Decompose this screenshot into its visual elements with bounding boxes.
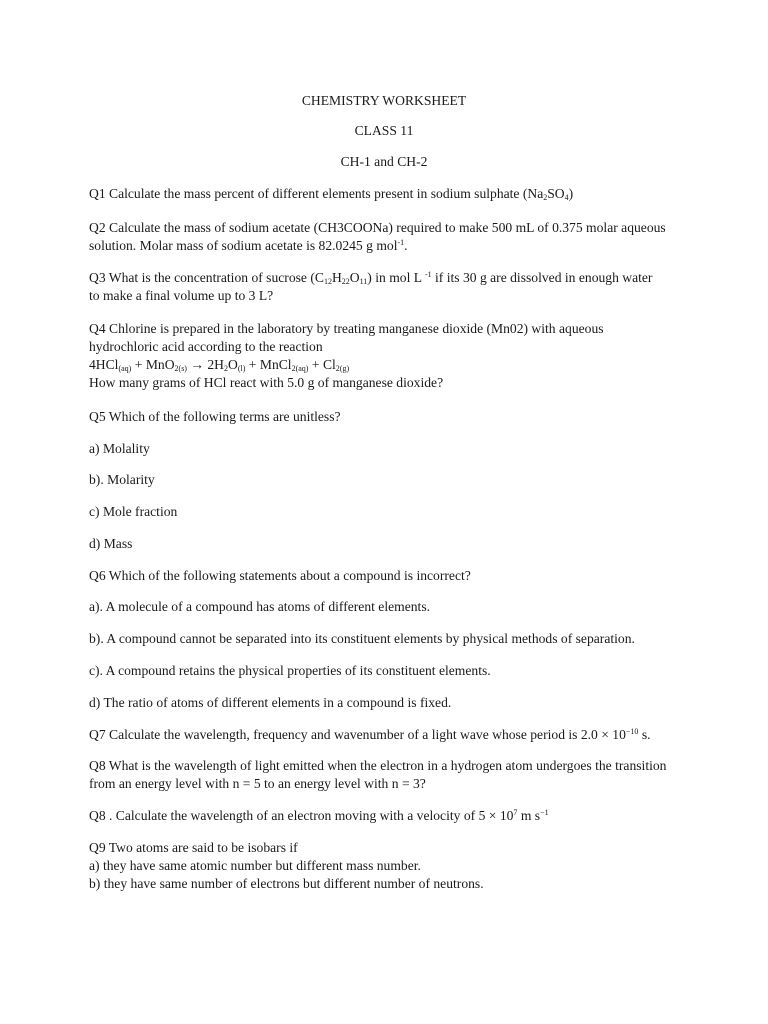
question-line — [89, 503, 177, 521]
question-line — [89, 757, 666, 775]
subscript: 2(s) — [174, 364, 187, 373]
text-run: from an energy level with n = 5 to an energy level with n = 3? — [89, 776, 426, 791]
subscript: 12 — [323, 277, 332, 286]
question-line — [89, 320, 604, 338]
text-run: SO — [547, 186, 565, 201]
text-run: How many grams of HCl react with 5.0 g of manganese dioxide? — [89, 375, 444, 390]
superscript: 7 — [513, 808, 518, 817]
question-line — [89, 598, 430, 616]
text-run: a). A molecule of a compound has atoms of different elements. — [89, 599, 431, 614]
text-run: m s — [517, 808, 541, 823]
text-run: ) — [568, 186, 574, 201]
question-line — [89, 185, 573, 203]
question-line — [89, 374, 443, 392]
text-run: s. — [638, 727, 651, 742]
text-run: b). Molarity — [89, 472, 155, 487]
worksheet-title: CHEMISTRY WORKSHEET — [301, 93, 467, 108]
question-line — [89, 219, 666, 237]
superscript: −1 — [540, 808, 549, 817]
question-line — [89, 662, 491, 680]
question-line — [89, 807, 549, 825]
text-run: hydrochloric acid according to the reaction — [89, 339, 323, 354]
subscript: 2(aq) — [291, 364, 309, 373]
text-run: d) The ratio of atoms of different elements in a compound is fixed. — [89, 695, 452, 710]
text-run: Q1 Calculate the mass percent of different elements present in sodium sulphate (Na — [89, 186, 544, 201]
question-line — [89, 287, 273, 305]
question-line — [89, 356, 349, 374]
question-line — [89, 839, 298, 857]
subscript: 2 — [224, 364, 228, 373]
text-run: b) they have same number of electrons but different number of neutrons. — [89, 876, 484, 891]
text-run: a) Molality — [89, 441, 150, 456]
text-run: b). A compound cannot be separated into its constituent elements by physical methods of separation. — [89, 631, 635, 646]
text-run: if its 30 g are dissolved in enough water — [431, 270, 653, 285]
chapters-label: CH-1 and CH-2 — [340, 154, 428, 169]
question-line — [89, 694, 451, 712]
text-run: → 2H — [186, 357, 224, 372]
question-line — [89, 875, 484, 893]
question-line — [89, 630, 635, 648]
class-label: CLASS 11 — [354, 123, 414, 138]
text-run: + MnCl — [245, 357, 292, 372]
superscript: -1 — [397, 238, 405, 247]
text-run: Q8 . Calculate the wavelength of an electron moving with a velocity of 5 × 10 — [89, 808, 514, 823]
text-run: Q9 Two atoms are said to be isobars if — [89, 840, 298, 855]
text-run: Q2 Calculate the mass of sodium acetate (CH3COONa) required to make 500 mL of 0.375 molar aqueous — [89, 220, 666, 235]
question-line — [89, 775, 426, 793]
text-run: solution. Molar mass of sodium acetate is 82.0245 g mol — [89, 238, 398, 253]
question-line — [89, 408, 341, 426]
subscript: 2 — [543, 193, 548, 202]
question-line — [89, 338, 323, 356]
text-run: Q5 Which of the following terms are unitless? — [89, 409, 341, 424]
text-run: c). A compound retains the physical properties of its constituent elements. — [89, 663, 491, 678]
text-run: c) Mole fraction — [89, 504, 178, 519]
question-line — [89, 471, 155, 489]
subscript: (aq) — [118, 364, 132, 373]
text-run: d) Mass — [89, 536, 133, 551]
text-run: Q8 What is the wavelength of light emitted when the electron in a hydrogen atom undergoes the transition — [89, 758, 667, 773]
subscript: (l) — [237, 364, 246, 373]
text-run: Q7 Calculate the wavelength, frequency and wavenumber of a light wave whose period is 2.0 × 10 — [89, 727, 626, 742]
text-run: H — [331, 270, 342, 285]
text-run: 4HCl — [89, 357, 119, 372]
text-run: Q6 Which of the following statements about a compound is incorrect? — [89, 568, 471, 583]
text-run: ) in mol L — [367, 270, 425, 285]
superscript: -1 — [424, 270, 432, 279]
superscript: −10 — [625, 727, 639, 736]
question-line — [89, 567, 471, 585]
question-line — [89, 237, 408, 255]
question-line — [89, 440, 150, 458]
text-run: a) they have same atomic number but different mass number. — [89, 858, 421, 873]
question-line — [89, 269, 652, 287]
text-run: + Cl — [308, 357, 336, 372]
text-run: to make a final volume up to 3 L? — [89, 288, 274, 303]
text-run: Q3 What is the concentration of sucrose (C — [89, 270, 324, 285]
question-line — [89, 535, 132, 553]
subscript: 4 — [564, 193, 569, 202]
text-run: O — [349, 270, 360, 285]
text-run: Q4 Chlorine is prepared in the laboratory by treating manganese dioxide (Mn02) with aqueous — [89, 321, 604, 336]
subscript: 2(g) — [335, 364, 350, 373]
text-run: O — [228, 357, 238, 372]
text-run: + MnO — [131, 357, 175, 372]
subscript: 22 — [341, 277, 350, 286]
subscript: 11 — [359, 277, 368, 286]
question-line — [89, 857, 421, 875]
text-run: . — [404, 238, 408, 253]
question-line — [89, 726, 651, 744]
